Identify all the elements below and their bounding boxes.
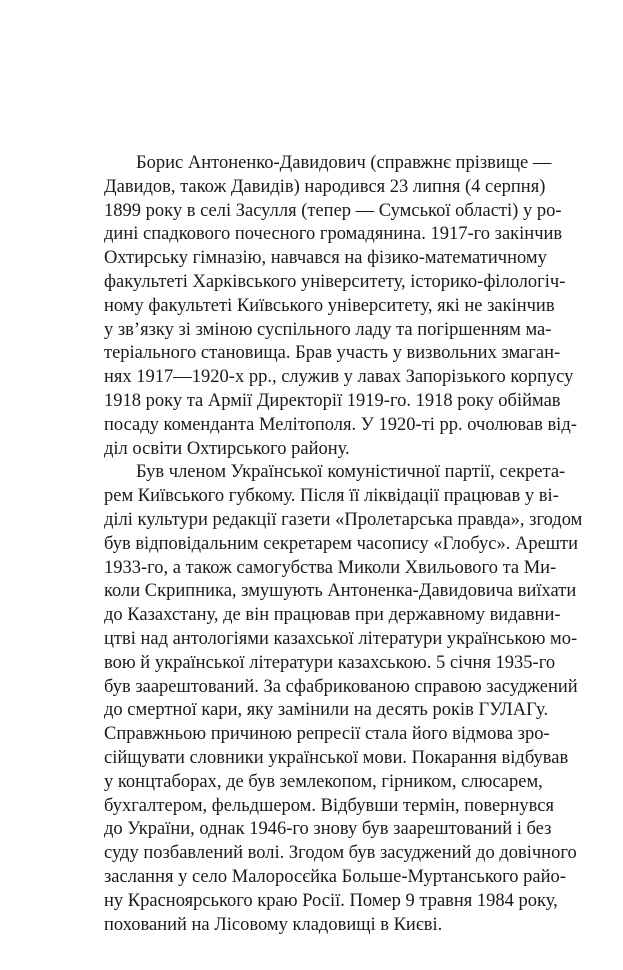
body-text (104, 152, 583, 937)
text-line: у зв’язку зі зміною суспільного ладу та погіршенням ма- (104, 319, 552, 340)
text-line: був заарештований. За сфабрикованою справою засуджений (104, 676, 578, 697)
text-line: у концтаборах, де був землекопом, гірником, слюсарем, (104, 771, 543, 792)
text-line: суду позбавлений волі. Згодом був засуджений до довічного (104, 843, 577, 864)
text-line: цтві над антологіями казахської літератури українською мо- (104, 628, 578, 649)
text-line: ділі культури редакції газети «Пролетарська правда», згодом (104, 509, 583, 530)
text-line: до України, однак 1946-го знову був заарештований і без (104, 819, 552, 840)
text-line: Справжньою причиною репресії стала його відмова зро- (104, 724, 550, 745)
text-line: до смертної кари, яку замінили на десять років ГУЛАГу. (104, 700, 549, 721)
text-line: заслання у село Малоросєйка Больше-Муртанського райо- (104, 866, 566, 887)
text-line: Охтирську гімназію, навчався на фізико-математичному (104, 248, 547, 269)
text-line: дині спадкового почесного громадянина. 1917-го закінчив (104, 224, 563, 245)
text-line: бухгалтером, фельдшером. Відбувши термін, повернувся (104, 795, 554, 816)
text-line: 1933-го, а також самогубства Миколи Хвильового та Ми- (104, 557, 557, 578)
text-line: теріального становища. Брав участь у визвольних змаган- (104, 343, 561, 364)
text-line: Давидов, також Давидів) народився 23 липня (4 серпня) (104, 176, 546, 197)
text-line: посаду коменданта Мелітополя. У 1920-ті рр. очолював від- (104, 414, 577, 435)
text-line: 1918 року та Армії Директорії 1919-го. 1918 року обіймав (104, 390, 561, 411)
paragraph-2 (104, 461, 583, 937)
text-line: коли Скрипника, змушують Антоненка-Давидовича виїхати (104, 581, 577, 602)
text-line: 1899 року в селі Засулля (тепер — Сумської області) у ро- (104, 200, 562, 221)
text-line: факультеті Харківського університету, історико-філологіч- (104, 271, 566, 292)
text-line: сійщувати словники української мови. Покарання відбував (104, 747, 569, 768)
text-line: Борис Антоненко-Давидович (справжнє прізвище — (136, 153, 552, 173)
text-line: ну Красноярського краю Росії. Помер 9 травня 1984 року, (104, 890, 558, 911)
text-line: нях 1917—1920-х рр., служив у лавах Запорізького корпусу (104, 367, 574, 388)
text-line: Був членом Української комуністичної партії, секрета- (136, 462, 566, 483)
paragraph-1 (104, 152, 577, 461)
text-line: похований на Лісовому кладовищі в Києві. (104, 914, 443, 935)
text-line: ному факультеті Київського університету, які не закінчив (104, 295, 555, 316)
text-line: до Казахстану, де він працював при державному видавни- (104, 605, 561, 626)
text-line: був відповідальним секретарем часопису «Глобус». Арешти (104, 533, 579, 554)
text-line: вою й української літератури казахською. 5 січня 1935-го (104, 652, 556, 673)
text-line: рем Київського губкому. Після її ліквідації працював у ві- (104, 486, 559, 507)
text-line: діл освіти Охтирського району. (104, 438, 350, 459)
